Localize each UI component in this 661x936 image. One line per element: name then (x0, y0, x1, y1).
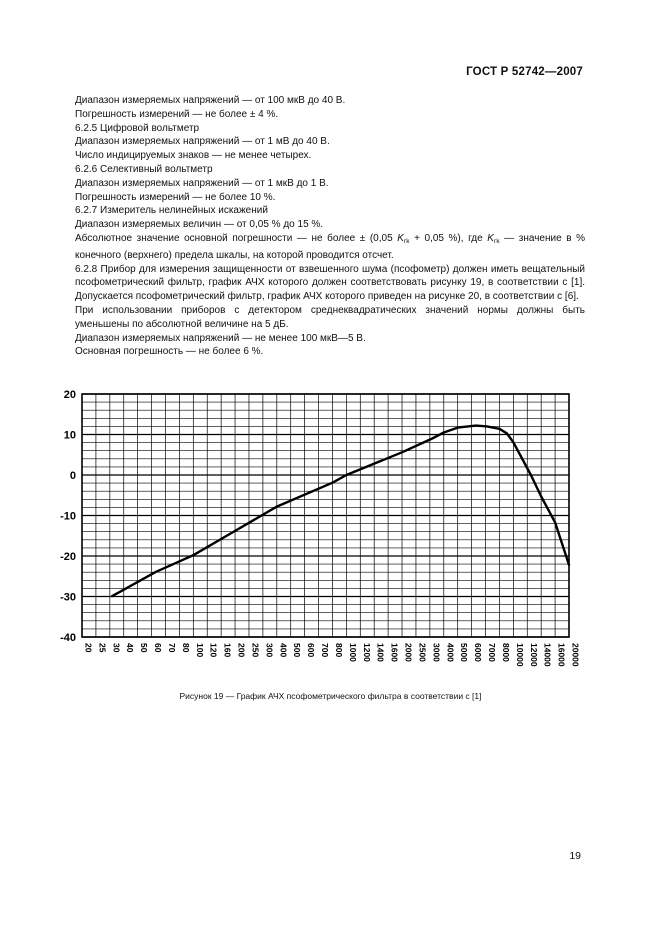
x-tick-label: 8000 (500, 643, 511, 662)
x-tick-label: 300 (264, 643, 275, 658)
x-tick-label: 16000 (556, 643, 567, 667)
y-tick-label: 20 (63, 389, 76, 401)
x-tick-label: 6000 (473, 643, 484, 662)
y-tick-label: -30 (60, 591, 76, 604)
x-tick-label: 200 (236, 643, 247, 658)
x-tick-label: 3000 (431, 643, 442, 662)
text-line: Диапазон измеряемых напряжений — от 1 мВ до 40 В. (75, 136, 330, 148)
x-tick-label: 20000 (570, 643, 581, 667)
x-tick-label: 10000 (514, 643, 525, 667)
paragraph-rms: При использовании приборов с детектором среднеквадратических значений нормы должны быть уменьшены по абсолютной величине на 5 дБ. (75, 304, 585, 330)
x-tick-label: 30 (111, 643, 122, 653)
y-tick-label: -40 (60, 632, 76, 644)
x-tick-label: 80 (180, 643, 191, 653)
x-tick-label: 70 (166, 643, 177, 653)
y-tick-label: 0 (69, 470, 76, 482)
x-tick-label: 600 (306, 643, 317, 658)
section-heading: 6.2.6 Селективный вольтметр (75, 163, 213, 175)
text-line: Погрешность измерений — не более 10 %. (75, 191, 276, 203)
x-tick-label: 120 (208, 643, 219, 658)
section-heading: 6.2.5 Цифровой вольтметр (75, 122, 200, 134)
x-tick-label: 5000 (459, 643, 470, 662)
x-tick-label: 800 (333, 643, 344, 658)
x-tick-label: 4000 (445, 643, 456, 662)
x-tick-label: 50 (139, 643, 150, 653)
x-tick-label: 1400 (375, 643, 386, 662)
x-tick-label: 2500 (417, 643, 428, 662)
y-tick-label: 10 (63, 429, 76, 442)
page-number: 19 (569, 850, 581, 862)
x-tick-label: 14000 (542, 643, 553, 667)
x-tick-label: 250 (250, 643, 261, 658)
y-tick-label: -10 (60, 510, 76, 523)
x-tick-label: 7000 (487, 643, 498, 662)
x-tick-label: 40 (125, 643, 136, 653)
x-tick-label: 100 (194, 643, 205, 658)
text-line: Диапазон измеряемых напряжений — от 1 мкВ до 1 В. (75, 177, 329, 189)
x-tick-label: 160 (222, 643, 233, 658)
x-tick-label: 20 (83, 643, 94, 653)
frequency-response-chart (58, 385, 581, 685)
x-tick-label: 60 (153, 643, 164, 653)
text-line: Погрешность измерений — не более ± 4 %. (75, 108, 279, 120)
x-tick-label: 12000 (528, 643, 539, 667)
x-tick-label: 1600 (389, 643, 400, 662)
paragraph-psophometer: 6.2.8 Прибор для измерения защищенности от взвешенного шума (псофометр) должен иметь вещательный псофометрический фильтр, график АЧХ которого должен соответствовать рисунку 19, в соответствии с [1]. Допускается псофометрический фильтр, график АЧХ которого приведен на рисунке 20, в соответствии с [6]. (75, 263, 585, 303)
y-tick-label: -20 (60, 551, 76, 563)
text-line: Основная погрешность — не более 6 %. (75, 346, 264, 358)
section-heading: 6.2.7 Измеритель нелинейных искажений (75, 205, 268, 217)
text-line: Число индицируемых знаков — не менее четырех. (75, 150, 312, 162)
series-line (112, 426, 569, 596)
x-tick-label: 1000 (347, 643, 358, 662)
text-line: Диапазон измеряемых напряжений — не менее 100 мкВ—5 В. (75, 332, 366, 344)
paragraph-absolute-error: Абсолютное значение основной погрешности — не более ± (0,05 $K_{гk} + 0,05$ %), где $K_{гk}$ — значение в % конечного (верхнего) предела шкалы, на которой проводится отсчет. (75, 232, 585, 261)
x-tick-label: 1200 (361, 643, 372, 662)
x-tick-label: 25 (97, 643, 108, 653)
document-header: ГОСТ Р 52742—2007 (466, 66, 583, 78)
text-line: Диапазон измеряемых величин — от 0,05 % до 15 %. (75, 219, 324, 231)
x-tick-label: 2000 (403, 643, 414, 662)
x-tick-label: 700 (320, 643, 331, 658)
body-text (75, 94, 585, 359)
figure-caption: Рисунок 19 — График АЧХ псофометрического фильтра в соответствии с [1] (179, 691, 482, 701)
text-line: Диапазон измеряемых напряжений — от 100 мкВ до 40 В. (75, 95, 346, 106)
x-tick-label: 400 (278, 643, 289, 658)
x-tick-label: 500 (292, 643, 303, 658)
